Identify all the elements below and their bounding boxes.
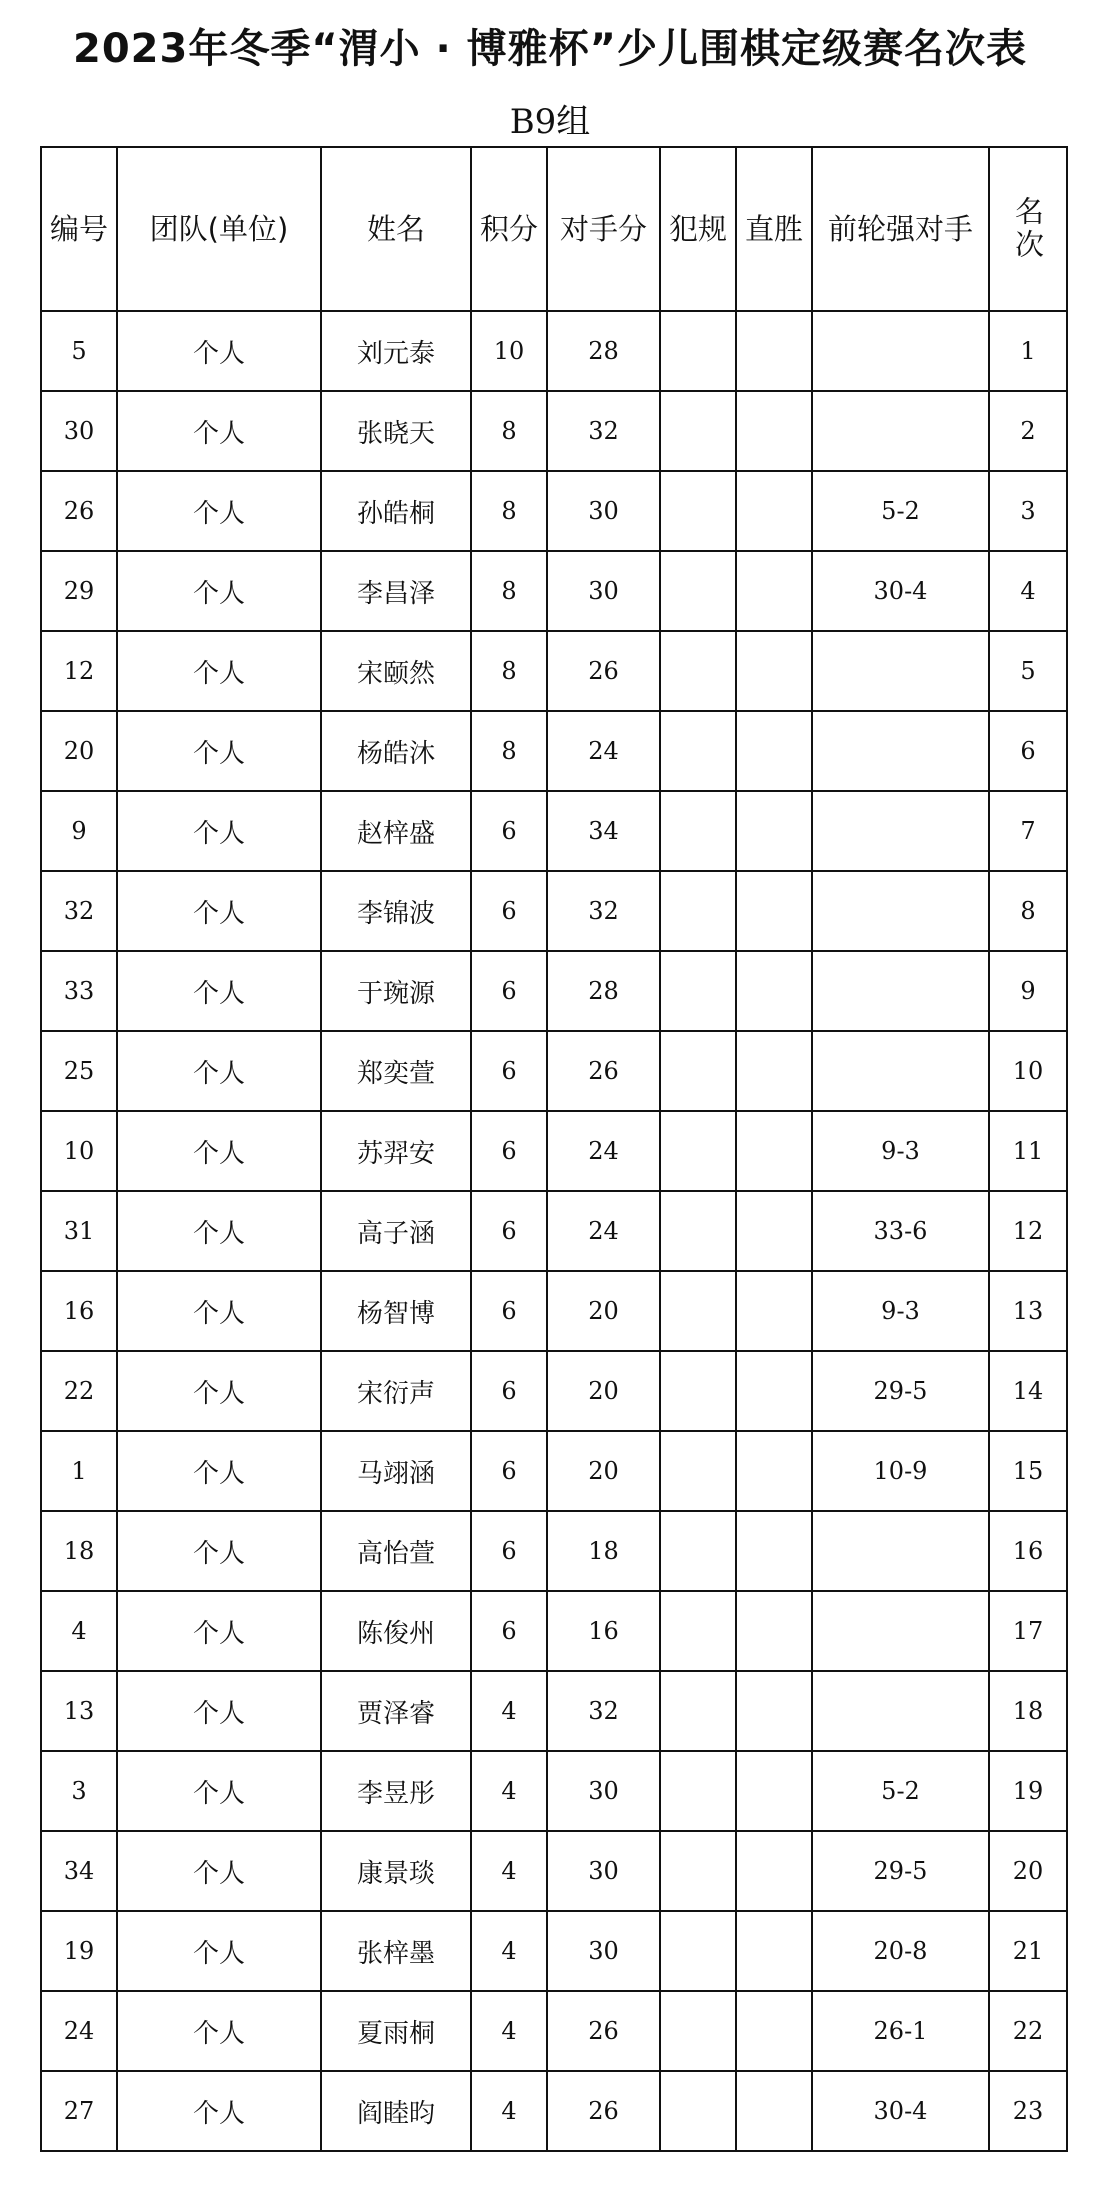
cell-rank: 11 (989, 1111, 1067, 1191)
cell-name: 高子涵 (321, 1191, 471, 1271)
cell-foul (660, 1911, 736, 1991)
cell-points: 8 (471, 391, 547, 471)
header-rank: 名次 (989, 147, 1067, 311)
cell-rank: 19 (989, 1751, 1067, 1831)
cell-team: 个人 (117, 1511, 321, 1591)
cell-foul (660, 871, 736, 951)
cell-direct-win (736, 631, 812, 711)
cell-id: 32 (41, 871, 117, 951)
cell-direct-win (736, 791, 812, 871)
cell-opponent-points: 30 (547, 1831, 660, 1911)
table-row (41, 551, 1067, 631)
cell-prev-round-opponent (812, 951, 989, 1031)
table-row (41, 1191, 1067, 1271)
cell-direct-win (736, 711, 812, 791)
cell-id: 31 (41, 1191, 117, 1271)
table-row (41, 471, 1067, 551)
cell-team: 个人 (117, 871, 321, 951)
cell-prev-round-opponent: 29-5 (812, 1351, 989, 1431)
cell-name: 苏羿安 (321, 1111, 471, 1191)
cell-prev-round-opponent: 33-6 (812, 1191, 989, 1271)
cell-team: 个人 (117, 1351, 321, 1431)
cell-team: 个人 (117, 791, 321, 871)
cell-rank: 2 (989, 391, 1067, 471)
cell-rank: 9 (989, 951, 1067, 1031)
table-row (41, 951, 1067, 1031)
cell-name: 高怡萱 (321, 1511, 471, 1591)
table-row (41, 1511, 1067, 1591)
cell-points: 4 (471, 1751, 547, 1831)
cell-direct-win (736, 1991, 812, 2071)
cell-id: 20 (41, 711, 117, 791)
cell-id: 33 (41, 951, 117, 1031)
cell-foul (660, 391, 736, 471)
cell-foul (660, 1431, 736, 1511)
cell-direct-win (736, 1191, 812, 1271)
cell-opponent-points: 20 (547, 1351, 660, 1431)
header-direct-win: 直胜 (736, 147, 812, 311)
cell-points: 6 (471, 791, 547, 871)
cell-direct-win (736, 1271, 812, 1351)
cell-team: 个人 (117, 631, 321, 711)
cell-rank: 10 (989, 1031, 1067, 1111)
cell-id: 5 (41, 311, 117, 391)
cell-team: 个人 (117, 1911, 321, 1991)
cell-id: 27 (41, 2071, 117, 2151)
cell-direct-win (736, 1351, 812, 1431)
cell-rank: 6 (989, 711, 1067, 791)
cell-opponent-points: 34 (547, 791, 660, 871)
cell-foul (660, 631, 736, 711)
cell-rank: 17 (989, 1591, 1067, 1671)
cell-id: 25 (41, 1031, 117, 1111)
cell-rank: 15 (989, 1431, 1067, 1511)
cell-id: 9 (41, 791, 117, 871)
cell-name: 孙皓桐 (321, 471, 471, 551)
cell-direct-win (736, 1511, 812, 1591)
cell-name: 陈俊州 (321, 1591, 471, 1671)
cell-name: 杨皓沐 (321, 711, 471, 791)
cell-foul (660, 311, 736, 391)
header-id: 编号 (41, 147, 117, 311)
table-row (41, 631, 1067, 711)
cell-prev-round-opponent: 26-1 (812, 1991, 989, 2071)
cell-opponent-points: 32 (547, 391, 660, 471)
cell-direct-win (736, 1751, 812, 1831)
cell-rank: 3 (989, 471, 1067, 551)
table-row (41, 1991, 1067, 2071)
cell-opponent-points: 30 (547, 471, 660, 551)
table-row (41, 711, 1067, 791)
cell-opponent-points: 18 (547, 1511, 660, 1591)
table-row (41, 1831, 1067, 1911)
cell-foul (660, 711, 736, 791)
cell-direct-win (736, 951, 812, 1031)
table-row (41, 1431, 1067, 1511)
cell-team: 个人 (117, 1831, 321, 1911)
cell-team: 个人 (117, 951, 321, 1031)
cell-foul (660, 1031, 736, 1111)
cell-id: 1 (41, 1431, 117, 1511)
cell-name: 李昌泽 (321, 551, 471, 631)
cell-id: 13 (41, 1671, 117, 1751)
cell-foul (660, 1991, 736, 2071)
cell-opponent-points: 30 (547, 1911, 660, 1991)
cell-points: 8 (471, 711, 547, 791)
cell-opponent-points: 26 (547, 2071, 660, 2151)
cell-foul (660, 1591, 736, 1671)
cell-points: 6 (471, 1271, 547, 1351)
cell-name: 赵梓盛 (321, 791, 471, 871)
table-row (41, 2071, 1067, 2151)
cell-points: 6 (471, 951, 547, 1031)
cell-team: 个人 (117, 711, 321, 791)
cell-id: 10 (41, 1111, 117, 1191)
cell-id: 12 (41, 631, 117, 711)
table-row (41, 311, 1067, 391)
cell-rank: 16 (989, 1511, 1067, 1591)
table-row (41, 1271, 1067, 1351)
cell-foul (660, 951, 736, 1031)
cell-opponent-points: 30 (547, 551, 660, 631)
cell-prev-round-opponent: 30-4 (812, 2071, 989, 2151)
table-row (41, 1751, 1067, 1831)
cell-direct-win (736, 1431, 812, 1511)
cell-name: 于琬源 (321, 951, 471, 1031)
cell-direct-win (736, 1591, 812, 1671)
cell-id: 24 (41, 1991, 117, 2071)
cell-direct-win (736, 551, 812, 631)
header-prev-round-opponent: 前轮强对手 (812, 147, 989, 311)
cell-rank: 21 (989, 1911, 1067, 1991)
cell-opponent-points: 20 (547, 1431, 660, 1511)
cell-points: 6 (471, 1191, 547, 1271)
cell-foul (660, 471, 736, 551)
cell-id: 26 (41, 471, 117, 551)
header-name: 姓名 (321, 147, 471, 311)
cell-team: 个人 (117, 471, 321, 551)
cell-opponent-points: 16 (547, 1591, 660, 1671)
table-row (41, 391, 1067, 471)
cell-direct-win (736, 871, 812, 951)
cell-direct-win (736, 1911, 812, 1991)
cell-prev-round-opponent (812, 791, 989, 871)
cell-name: 贾泽睿 (321, 1671, 471, 1751)
cell-team: 个人 (117, 1431, 321, 1511)
cell-name: 刘元泰 (321, 311, 471, 391)
cell-opponent-points: 30 (547, 1751, 660, 1831)
cell-rank: 13 (989, 1271, 1067, 1351)
cell-opponent-points: 32 (547, 871, 660, 951)
table-row (41, 1351, 1067, 1431)
cell-id: 22 (41, 1351, 117, 1431)
cell-rank: 18 (989, 1671, 1067, 1751)
table-row (41, 1911, 1067, 1991)
cell-points: 4 (471, 1991, 547, 2071)
cell-points: 4 (471, 1831, 547, 1911)
cell-prev-round-opponent: 9-3 (812, 1271, 989, 1351)
cell-opponent-points: 20 (547, 1271, 660, 1351)
cell-points: 8 (471, 551, 547, 631)
cell-id: 18 (41, 1511, 117, 1591)
cell-name: 宋衍声 (321, 1351, 471, 1431)
cell-team: 个人 (117, 1271, 321, 1351)
cell-foul (660, 791, 736, 871)
cell-id: 29 (41, 551, 117, 631)
cell-points: 6 (471, 1511, 547, 1591)
cell-foul (660, 1671, 736, 1751)
table-header (41, 147, 1067, 311)
cell-prev-round-opponent (812, 631, 989, 711)
cell-points: 4 (471, 2071, 547, 2151)
cell-name: 杨智博 (321, 1271, 471, 1351)
cell-team: 个人 (117, 1751, 321, 1831)
cell-name: 康景琰 (321, 1831, 471, 1911)
table-row (41, 791, 1067, 871)
cell-opponent-points: 26 (547, 631, 660, 711)
cell-team: 个人 (117, 1591, 321, 1671)
cell-prev-round-opponent: 20-8 (812, 1911, 989, 1991)
cell-points: 8 (471, 631, 547, 711)
cell-name: 李昱彤 (321, 1751, 471, 1831)
cell-foul (660, 1751, 736, 1831)
cell-id: 4 (41, 1591, 117, 1671)
cell-points: 4 (471, 1911, 547, 1991)
cell-id: 34 (41, 1831, 117, 1911)
table-row (41, 871, 1067, 951)
cell-foul (660, 1831, 736, 1911)
cell-rank: 23 (989, 2071, 1067, 2151)
cell-opponent-points: 32 (547, 1671, 660, 1751)
cell-opponent-points: 24 (547, 1191, 660, 1271)
cell-opponent-points: 28 (547, 951, 660, 1031)
cell-direct-win (736, 1671, 812, 1751)
cell-foul (660, 1111, 736, 1191)
cell-team: 个人 (117, 1031, 321, 1111)
cell-prev-round-opponent: 5-2 (812, 471, 989, 551)
cell-prev-round-opponent (812, 391, 989, 471)
cell-prev-round-opponent (812, 711, 989, 791)
cell-points: 4 (471, 1671, 547, 1751)
cell-rank: 8 (989, 871, 1067, 951)
cell-points: 10 (471, 311, 547, 391)
cell-prev-round-opponent (812, 1671, 989, 1751)
header-opponent-points: 对手分 (547, 147, 660, 311)
table-body (41, 311, 1067, 2151)
cell-rank: 22 (989, 1991, 1067, 2071)
cell-id: 30 (41, 391, 117, 471)
cell-prev-round-opponent (812, 1031, 989, 1111)
header-row (41, 147, 1067, 311)
cell-team: 个人 (117, 391, 321, 471)
page-title: 2023年冬季“渭小 · 博雅杯”少儿围棋定级赛名次表 (73, 26, 1027, 72)
cell-prev-round-opponent (812, 1591, 989, 1671)
header-foul: 犯规 (660, 147, 736, 311)
cell-id: 16 (41, 1271, 117, 1351)
table-row (41, 1671, 1067, 1751)
cell-direct-win (736, 1111, 812, 1191)
header-points: 积分 (471, 147, 547, 311)
cell-opponent-points: 24 (547, 1111, 660, 1191)
cell-opponent-points: 26 (547, 1031, 660, 1111)
cell-name: 阎睦昀 (321, 2071, 471, 2151)
table-row (41, 1111, 1067, 1191)
cell-prev-round-opponent: 10-9 (812, 1431, 989, 1511)
cell-team: 个人 (117, 1191, 321, 1271)
cell-foul (660, 1511, 736, 1591)
cell-opponent-points: 26 (547, 1991, 660, 2071)
cell-name: 马翊涵 (321, 1431, 471, 1511)
cell-foul (660, 2071, 736, 2151)
cell-prev-round-opponent: 5-2 (812, 1751, 989, 1831)
cell-name: 李锦波 (321, 871, 471, 951)
cell-rank: 4 (989, 551, 1067, 631)
cell-foul (660, 1351, 736, 1431)
cell-rank: 7 (989, 791, 1067, 871)
cell-points: 6 (471, 1031, 547, 1111)
cell-foul (660, 551, 736, 631)
group-label: B9组 (509, 102, 591, 142)
cell-team: 个人 (117, 1991, 321, 2071)
cell-name: 夏雨桐 (321, 1991, 471, 2071)
cell-team: 个人 (117, 2071, 321, 2151)
cell-foul (660, 1271, 736, 1351)
cell-name: 宋颐然 (321, 631, 471, 711)
cell-prev-round-opponent: 29-5 (812, 1831, 989, 1911)
cell-opponent-points: 24 (547, 711, 660, 791)
cell-direct-win (736, 1031, 812, 1111)
cell-points: 6 (471, 1351, 547, 1431)
cell-rank: 1 (989, 311, 1067, 391)
cell-direct-win (736, 391, 812, 471)
cell-opponent-points: 28 (547, 311, 660, 391)
cell-prev-round-opponent (812, 311, 989, 391)
cell-points: 6 (471, 871, 547, 951)
cell-team: 个人 (117, 1111, 321, 1191)
cell-points: 6 (471, 1591, 547, 1671)
table-row (41, 1591, 1067, 1671)
header-team: 团队(单位) (117, 147, 321, 311)
cell-id: 19 (41, 1911, 117, 1991)
cell-prev-round-opponent: 9-3 (812, 1111, 989, 1191)
cell-prev-round-opponent (812, 1511, 989, 1591)
cell-name: 张梓墨 (321, 1911, 471, 1991)
cell-direct-win (736, 311, 812, 391)
cell-rank: 12 (989, 1191, 1067, 1271)
cell-prev-round-opponent: 30-4 (812, 551, 989, 631)
cell-direct-win (736, 471, 812, 551)
cell-points: 6 (471, 1431, 547, 1511)
cell-direct-win (736, 2071, 812, 2151)
cell-rank: 20 (989, 1831, 1067, 1911)
cell-points: 6 (471, 1111, 547, 1191)
cell-team: 个人 (117, 1671, 321, 1751)
ranking-table (40, 146, 1068, 2152)
cell-foul (660, 1191, 736, 1271)
cell-rank: 5 (989, 631, 1067, 711)
cell-id: 3 (41, 1751, 117, 1831)
cell-direct-win (736, 1831, 812, 1911)
cell-team: 个人 (117, 551, 321, 631)
cell-team: 个人 (117, 311, 321, 391)
cell-prev-round-opponent (812, 871, 989, 951)
table-row (41, 1031, 1067, 1111)
cell-rank: 14 (989, 1351, 1067, 1431)
cell-points: 8 (471, 471, 547, 551)
cell-name: 郑奕萱 (321, 1031, 471, 1111)
cell-name: 张晓天 (321, 391, 471, 471)
